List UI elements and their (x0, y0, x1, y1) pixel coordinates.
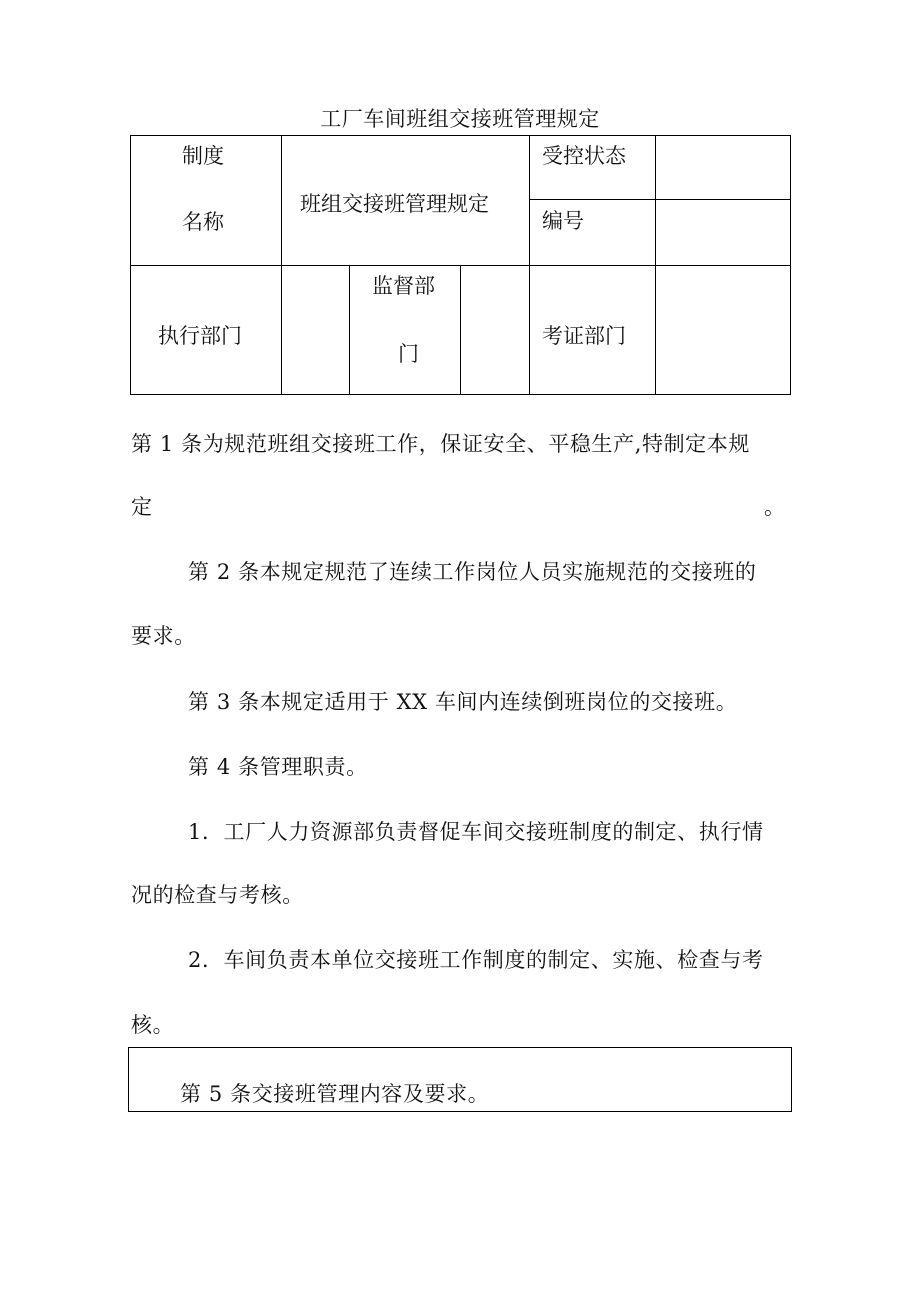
article-5: 第 5 条交接班管理内容及要求。 (180, 1082, 490, 1106)
article-4: 第 4 条管理职责。 (188, 755, 368, 779)
table-border-right (790, 135, 791, 395)
system-name-value: 班组交接班管理规定 (300, 192, 489, 216)
table-col-divider-1 (281, 135, 282, 395)
article-2-line-1: 第 2 条本规定规范了连续工作岗位人员实施规范的交接班的 (188, 560, 757, 584)
article-1-line-2: 定 (131, 495, 153, 519)
table-col-divider-5 (655, 135, 656, 395)
table-border-left (130, 135, 131, 395)
label-system-name-2: 名称 (182, 210, 224, 234)
label-control-status: 受控状态 (542, 144, 626, 168)
table-divider-mid-right (530, 199, 791, 200)
table-col-divider-4 (529, 135, 530, 395)
label-exec-dept: 执行部门 (158, 324, 242, 348)
table-col-divider-3 (460, 265, 461, 395)
table-border-top (130, 135, 791, 136)
item-2-line-2: 核。 (131, 1013, 175, 1037)
label-supervise-dept-1: 监督部 (372, 274, 435, 298)
article-1-line-1: 第 1 条为规范班组交接班工作，保证安全、平稳生产,特制定本规 (131, 432, 750, 456)
item-1-line-1: 1．工厂人力资源部负责督促车间交接班制度的制定、执行情 (188, 820, 764, 844)
label-system-name-1: 制度 (182, 144, 224, 168)
document-title: 工厂车间班组交接班管理规定 (320, 107, 600, 131)
article-3: 第 3 条本规定适用于 XX 车间内连续倒班岗位的交接班。 (188, 690, 738, 714)
item-1-line-2: 况的检查与考核。 (131, 883, 304, 907)
label-assess-dept: 考证部门 (542, 324, 626, 348)
article-1-end-mark: 。 (764, 495, 786, 519)
article-2-line-2: 要求。 (131, 624, 196, 648)
item-2-line-1: 2．车间负责本单位交接班工作制度的制定、实施、检查与考 (188, 948, 764, 972)
label-number: 编号 (542, 209, 584, 233)
label-supervise-dept-2: 门 (398, 342, 419, 366)
info-table (130, 135, 791, 395)
table-col-divider-2 (349, 265, 350, 395)
